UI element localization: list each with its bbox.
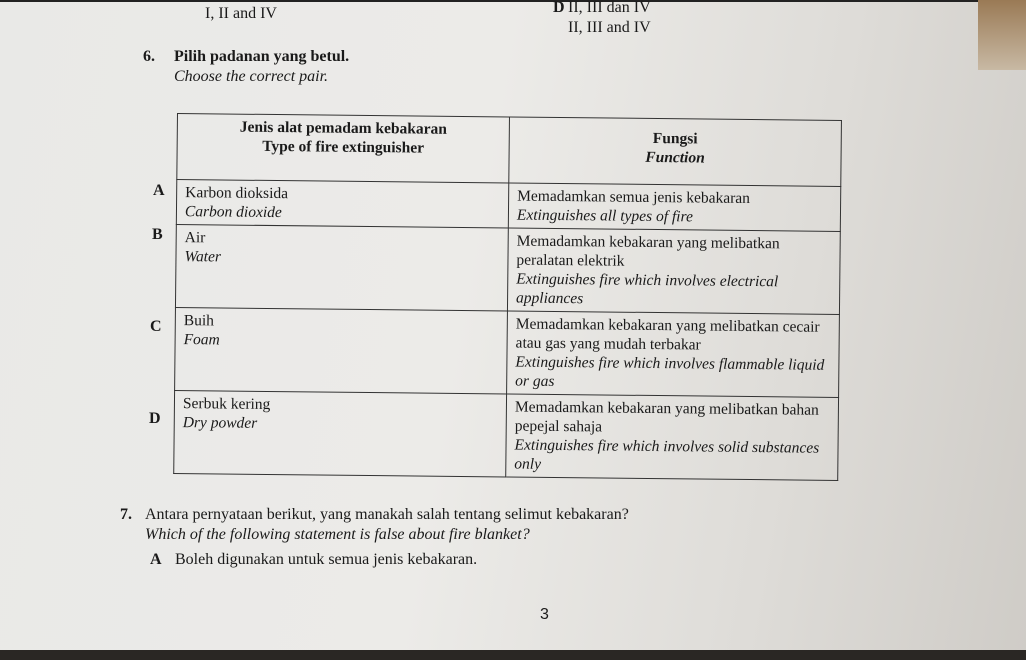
q7-option-a-text: Boleh digunakan untuk semua jenis kebakaran. bbox=[175, 551, 478, 568]
q7-number: 7. bbox=[120, 506, 132, 523]
table-header-row bbox=[177, 114, 842, 187]
extinguisher-table bbox=[173, 113, 842, 481]
row-letter-d: D bbox=[149, 410, 161, 427]
q7-option-a-letter: A bbox=[150, 551, 162, 568]
header-type-ms: Jenis alat pemadam kebakaran bbox=[239, 118, 447, 138]
q7-prompt-ms: Antara pernyataan berikut, yang manakah salah tentang selimut kebakaran? bbox=[145, 506, 629, 523]
row-type-en: Carbon dioxide bbox=[184, 203, 282, 222]
prev-option-c-text: I, II and IV bbox=[205, 5, 277, 22]
row-function-en: Extinguishes fire which involves solid substances only bbox=[514, 436, 820, 473]
row-letter-b: B bbox=[152, 226, 163, 243]
row-type-ms: Buih bbox=[183, 312, 215, 330]
q7-prompt-en: Which of the following statement is false about fire blanket? bbox=[145, 526, 530, 543]
prev-option-d-text-ms: II, III dan IV bbox=[568, 0, 651, 16]
prev-option-d-text-en: II, III and IV bbox=[568, 19, 651, 36]
row-type-en: Dry powder bbox=[182, 414, 258, 432]
header-function bbox=[509, 117, 842, 186]
row-type-en: Foam bbox=[183, 331, 220, 349]
table-row bbox=[174, 390, 839, 480]
photo-edge-bottom bbox=[0, 650, 1026, 660]
photo-edge-top bbox=[0, 0, 1026, 2]
row-type-ms: Air bbox=[184, 229, 206, 247]
row-function-ms: Memadamkan kebakaran yang melibatkan peralatan elektrik bbox=[516, 232, 780, 270]
row-function-ms: Memadamkan semua jenis kebakaran bbox=[517, 187, 751, 208]
header-function-en: Function bbox=[645, 148, 705, 167]
prev-option-d-letter: D bbox=[553, 0, 565, 16]
row-function-en: Extinguishes all types of fire bbox=[516, 206, 693, 226]
row-letter-a: A bbox=[153, 182, 165, 199]
table-row bbox=[175, 224, 840, 314]
page-number: 3 bbox=[540, 606, 549, 623]
header-function-ms: Fungsi bbox=[652, 129, 698, 148]
row-letter-c: C bbox=[150, 318, 162, 335]
q6-prompt-ms: Pilih padanan yang betul. bbox=[174, 48, 350, 65]
table-row bbox=[175, 307, 840, 397]
row-function-en: Extinguishes fire which involves electrical appliances bbox=[515, 270, 779, 308]
header-type-en: Type of fire extinguisher bbox=[262, 137, 425, 157]
row-function-ms: Memadamkan kebakaran yang melibatkan bahan pepejal sahaja bbox=[514, 398, 819, 436]
row-type-en: Water bbox=[184, 248, 222, 266]
q6-number: 6. bbox=[143, 48, 155, 65]
photo-background-corner bbox=[978, 0, 1026, 70]
row-type-ms: Serbuk kering bbox=[182, 395, 271, 413]
q6-prompt-en: Choose the correct pair. bbox=[174, 68, 329, 85]
row-function-ms: Memadamkan kebakaran yang melibatkan cecair atau gas yang mudah terbakar bbox=[515, 315, 820, 354]
table-row bbox=[176, 180, 840, 232]
row-type-ms: Karbon dioksida bbox=[185, 184, 289, 203]
header-type bbox=[177, 114, 510, 183]
row-function-en: Extinguishes fire which involves flammable liquid or gas bbox=[515, 353, 825, 390]
